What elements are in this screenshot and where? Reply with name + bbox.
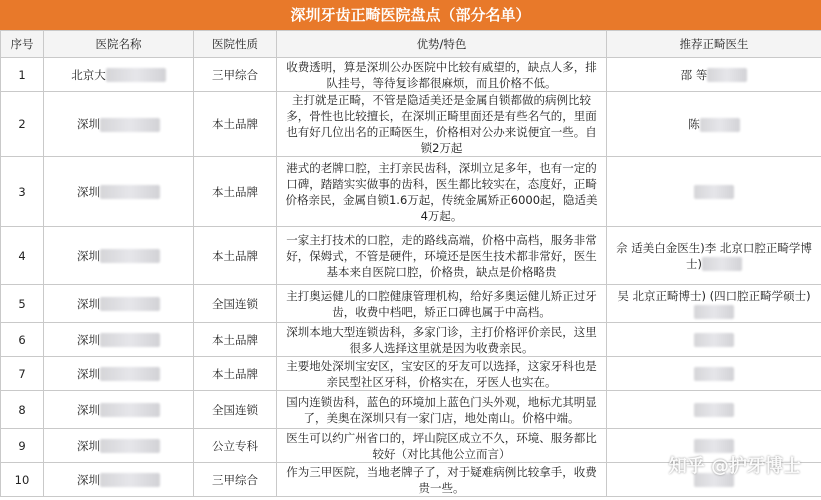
hospital-type-text: 全国连锁 (212, 402, 258, 417)
hospital-type (194, 429, 277, 463)
header-type: 医院性质 (194, 31, 277, 58)
hospital-type (194, 285, 277, 323)
redacted-blur (694, 367, 734, 381)
row-no (1, 391, 44, 429)
redacted-blur (100, 473, 160, 487)
redacted-blur (100, 439, 160, 453)
table-row (1, 227, 821, 285)
advantage (277, 227, 607, 285)
advantage-text: 主打就是正畸，不管是隐适美还是金属自锁都做的病例比较多，骨性也比较擅长，在深圳正畸里面还是有些名气的，里面也有好几位出名的正畸医生，价格相对公办来说便宜一些。自锁2万起 (286, 93, 597, 155)
header-doctor: 推荐正畸医生 (607, 31, 821, 58)
table-row (1, 357, 821, 391)
doctor (607, 92, 821, 157)
row-no-text: 3 (18, 184, 26, 199)
hospital-name (44, 157, 194, 227)
row-no (1, 285, 44, 323)
row-no (1, 463, 44, 497)
advantage-text: 主要地处深圳宝安区，宝安区的牙友可以选择，这家牙科也是亲民型社区牙科，价格实在，牙医人也实在。 (286, 358, 597, 389)
advantage (277, 157, 607, 227)
hospital-name-text: 深圳 (77, 332, 100, 347)
header-advantage: 优势/特色 (277, 31, 607, 58)
hospital-type-text: 公立专科 (212, 438, 258, 453)
row-no (1, 227, 44, 285)
hospital-type (194, 463, 277, 497)
row-no (1, 157, 44, 227)
hospital-name (44, 92, 194, 157)
hospital-type (194, 58, 277, 92)
hospital-name-text: 深圳 (77, 296, 100, 311)
hospital-name (44, 463, 194, 497)
advantage (277, 323, 607, 357)
row-no (1, 92, 44, 157)
advantage (277, 429, 607, 463)
row-no-text: 8 (18, 402, 26, 417)
hospital-name-text: 北京大 (71, 67, 106, 82)
redacted-blur (707, 68, 747, 82)
hospital-type-text: 三甲综合 (212, 472, 258, 487)
row-no-text: 4 (18, 248, 26, 263)
hospital-name-text: 深圳 (77, 366, 100, 381)
table-row (1, 391, 821, 429)
advantage-text: 国内连锁齿科，蓝色的环境加上蓝色门头外观，地标尤其明显了，美奥在深圳只有一家门店，地处南山。价格中端。 (286, 394, 597, 425)
hospital-name (44, 58, 194, 92)
row-no-text: 9 (18, 438, 26, 453)
redacted-blur (700, 118, 740, 132)
hospital-name-text: 深圳 (77, 438, 100, 453)
redacted-blur (100, 297, 160, 311)
doctor-text: 陈 (688, 117, 700, 131)
doctor-text: 吴 北京正畸博士) (四口腔正畸学硕士) (617, 289, 811, 304)
hospital-name (44, 391, 194, 429)
hospital-name-text: 深圳 (77, 117, 100, 131)
row-no (1, 429, 44, 463)
doctor (607, 227, 821, 285)
page-title: 深圳牙齿正畸医院盘点（部分名单） (0, 0, 821, 30)
header-name: 医院名称 (44, 31, 194, 58)
advantage (277, 463, 607, 497)
hospital-type (194, 323, 277, 357)
row-no (1, 323, 44, 357)
redacted-blur (694, 403, 734, 417)
hospital-name (44, 323, 194, 357)
hospital-name (44, 357, 194, 391)
advantage-text: 收费透明，算是深圳公办医院中比较有威望的，缺点人多，排队挂号，等待复诊都很麻烦，而且价格不低。 (286, 59, 597, 90)
hospital-name (44, 285, 194, 323)
redacted-blur (702, 257, 742, 271)
row-no (1, 58, 44, 92)
advantage-text: 医生可以约广州省口的，坪山院区成立不久，环境、服务都比较好（对比其他公立而言） (286, 430, 597, 461)
redacted-blur (100, 185, 160, 199)
doctor-text: 邵 等 (680, 67, 708, 82)
hospital-type-text: 本土品牌 (212, 248, 258, 263)
redacted-blur (100, 333, 160, 347)
advantage (277, 357, 607, 391)
hospital-name (44, 429, 194, 463)
redacted-blur (100, 118, 160, 132)
doctor (607, 285, 821, 323)
advantage-text: 主打奥运健儿的口腔健康管理机构，给好多奥运健儿矫正过牙齿，收费中档吧，矫正口碑也属于中高档。 (286, 288, 597, 319)
hospital-name-text: 深圳 (77, 248, 100, 263)
redacted-blur (694, 333, 734, 347)
table-row (1, 323, 821, 357)
hospital-name (44, 227, 194, 285)
header-no: 序号 (1, 31, 44, 58)
advantage (277, 391, 607, 429)
hospital-type-text: 全国连锁 (212, 296, 258, 311)
doctor (607, 157, 821, 227)
hospital-table (0, 30, 821, 497)
doctor (607, 391, 821, 429)
table-row (1, 58, 821, 92)
redacted-blur (106, 68, 166, 82)
hospital-type (194, 357, 277, 391)
row-no-text: 6 (18, 332, 26, 347)
row-no (1, 357, 44, 391)
row-no-text: 10 (14, 472, 30, 487)
hospital-type-text: 本土品牌 (212, 117, 258, 131)
hospital-type (194, 157, 277, 227)
hospital-type (194, 227, 277, 285)
advantage-text: 深圳本地大型连锁齿科，多家门诊，主打价格评价亲民，这里很多人选择这里就是因为收费亲民。 (286, 324, 597, 355)
hospital-name-text: 深圳 (77, 472, 100, 487)
doctor (607, 357, 821, 391)
redacted-blur (100, 403, 160, 417)
advantage (277, 58, 607, 92)
doctor (607, 58, 821, 92)
hospital-type-text: 本土品牌 (212, 366, 258, 381)
advantage-text: 港式的老牌口腔，主打亲民齿科，深圳立足多年，也有一定的口碑，踏踏实实做事的齿科，医生都比较实在，态度好，正畸价格亲民，金属自锁1.6万起，传统金属矫正6000起，隐适美4万起。 (285, 160, 598, 223)
table-header-row (1, 31, 821, 58)
table-row (1, 157, 821, 227)
redacted-blur (694, 305, 734, 319)
doctor-text: 佘 适美白金医生)李 北京口腔正畸学博士) (616, 240, 812, 271)
hospital-type-text: 本土品牌 (212, 184, 258, 199)
row-no-text: 1 (18, 67, 26, 82)
doctor (607, 323, 821, 357)
redacted-blur (694, 185, 734, 199)
watermark: 知乎 @护牙博士 (668, 456, 801, 477)
hospital-name-text: 深圳 (77, 402, 100, 417)
redacted-blur (694, 439, 734, 453)
table-row (1, 92, 821, 157)
advantage (277, 285, 607, 323)
row-no-text: 7 (18, 366, 26, 381)
advantage (277, 92, 607, 157)
hospital-type (194, 391, 277, 429)
hospital-name-text: 深圳 (77, 184, 100, 199)
advantage-text: 作为三甲医院，当地老牌子了，对于疑难病例比较拿手，收费贵一些。 (286, 464, 597, 495)
table-row (1, 285, 821, 323)
redacted-blur (100, 249, 160, 263)
advantage-text: 一家主打技术的口腔，走的路线高端，价格中高档，服务非常好，保姆式，不管是硬件，环境还是医生技术都非常好，医生基本来自医院口腔，价格贵，缺点是价格略贵 (286, 232, 597, 279)
hospital-type (194, 92, 277, 157)
row-no-text: 5 (18, 296, 26, 311)
hospital-type-text: 本土品牌 (212, 332, 258, 347)
hospital-type-text: 三甲综合 (212, 67, 258, 82)
row-no-text: 2 (18, 117, 26, 131)
redacted-blur (100, 367, 160, 381)
